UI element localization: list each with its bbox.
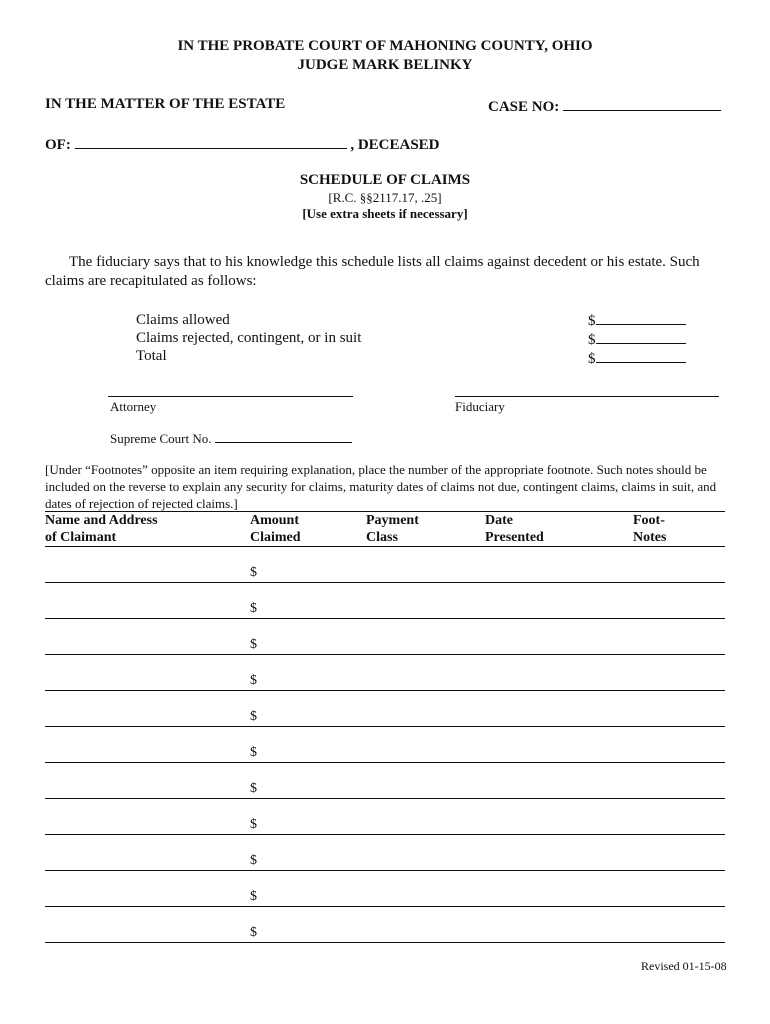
case-number-row [488, 96, 721, 116]
col-header-name [45, 512, 158, 546]
case-number-field[interactable] [563, 96, 721, 111]
estate-matter-label: IN THE MATTER OF THE ESTATE [45, 96, 286, 112]
col-header-payment-line2: Class [366, 530, 398, 545]
amount-dollar-sign: $ [250, 709, 257, 724]
dollar-sign: $ [588, 332, 596, 348]
footnote-instructions: [Under “Footnotes” opposite an item requiring explanation, place the number of the appropriate footnote. Such notes should be included on the reverse to explain any security for claims, maturity dates of claims not due, contingent claims, claims in suit, and dates of rejection of rejected claims.] [45, 462, 717, 511]
decedent-row [45, 134, 440, 154]
decedent-name-field[interactable] [75, 134, 347, 149]
col-header-date-presented [485, 512, 544, 546]
total-label: Total [136, 348, 167, 364]
schedule-heading [0, 172, 770, 222]
claim-row-line[interactable] [45, 690, 725, 691]
claim-row-line[interactable] [45, 942, 725, 943]
claims-allowed-amount-field[interactable] [596, 311, 686, 325]
amount-dollar-sign: $ [250, 817, 257, 832]
claim-row-line[interactable] [45, 906, 725, 907]
supreme-court-row [110, 431, 352, 447]
amount-dollar-sign: $ [250, 745, 257, 760]
supreme-court-label: Supreme Court No. [110, 431, 212, 446]
claim-row-line[interactable] [45, 834, 725, 835]
amount-dollar-sign: $ [250, 853, 257, 868]
col-header-payment-line1: Payment [366, 513, 419, 528]
schedule-title: SCHEDULE OF CLAIMS [299, 172, 471, 188]
claim-row-line[interactable] [45, 618, 725, 619]
total-amount-field[interactable] [596, 349, 686, 363]
col-header-amount [250, 512, 301, 546]
amount-dollar-sign: $ [250, 925, 257, 940]
claim-row-line[interactable] [45, 798, 725, 799]
attorney-signature-line[interactable] [108, 396, 353, 397]
col-header-foot-line2: Notes [633, 530, 667, 545]
table-header-rule [45, 546, 725, 547]
col-header-date-line2: Presented [485, 530, 544, 545]
recap-amounts [588, 311, 686, 368]
col-header-footnotes [633, 512, 666, 546]
col-header-name-line2: of Claimant [45, 530, 117, 545]
of-label: OF: [45, 137, 71, 153]
court-title: IN THE PROBATE COURT OF MAHONING COUNTY, OHIO [177, 38, 593, 54]
col-header-name-line1: Name and Address [45, 513, 158, 528]
claims-rejected-label: Claims rejected, contingent, or in suit [136, 330, 362, 346]
amount-dollar-sign: $ [250, 781, 257, 796]
claim-row-line[interactable] [45, 762, 725, 763]
revised-date: Revised 01-15-08 [641, 959, 727, 973]
col-header-payment-class [366, 512, 419, 546]
recap-labels [136, 311, 361, 365]
col-header-amount-line1: Amount [250, 513, 300, 528]
intro-paragraph: The fiduciary says that to his knowledge this schedule lists all claims against decedent or his estate. Such claims are recapitulated as follows: [45, 254, 700, 289]
judge-name: JUDGE MARK BELINKY [297, 57, 473, 73]
amount-dollar-sign: $ [250, 637, 257, 652]
deceased-label: , DECEASED [350, 137, 440, 153]
claim-row-line[interactable] [45, 582, 725, 583]
attorney-label: Attorney [110, 399, 157, 414]
claims-rejected-amount-field[interactable] [596, 330, 686, 344]
col-header-foot-line1: Foot- [633, 513, 665, 528]
statute-reference: [R.C. §§2117.17, .25] [328, 190, 442, 205]
amount-dollar-sign: $ [250, 601, 257, 616]
claim-row-line[interactable] [45, 654, 725, 655]
fiduciary-label: Fiduciary [455, 399, 505, 414]
extra-sheets-note: [Use extra sheets if necessary] [302, 206, 468, 221]
col-header-amount-line2: Claimed [250, 530, 301, 545]
amount-dollar-sign: $ [250, 889, 257, 904]
claims-allowed-label: Claims allowed [136, 312, 230, 328]
fiduciary-signature-line[interactable] [455, 396, 719, 397]
case-number-label: CASE NO: [488, 99, 560, 115]
amount-dollar-sign: $ [250, 673, 257, 688]
col-header-date-line1: Date [485, 513, 513, 528]
dollar-sign: $ [588, 351, 596, 367]
amount-dollar-sign: $ [250, 565, 257, 580]
claim-row-line[interactable] [45, 726, 725, 727]
claim-row-line[interactable] [45, 870, 725, 871]
dollar-sign: $ [588, 313, 596, 329]
supreme-court-number-field[interactable] [215, 431, 352, 443]
